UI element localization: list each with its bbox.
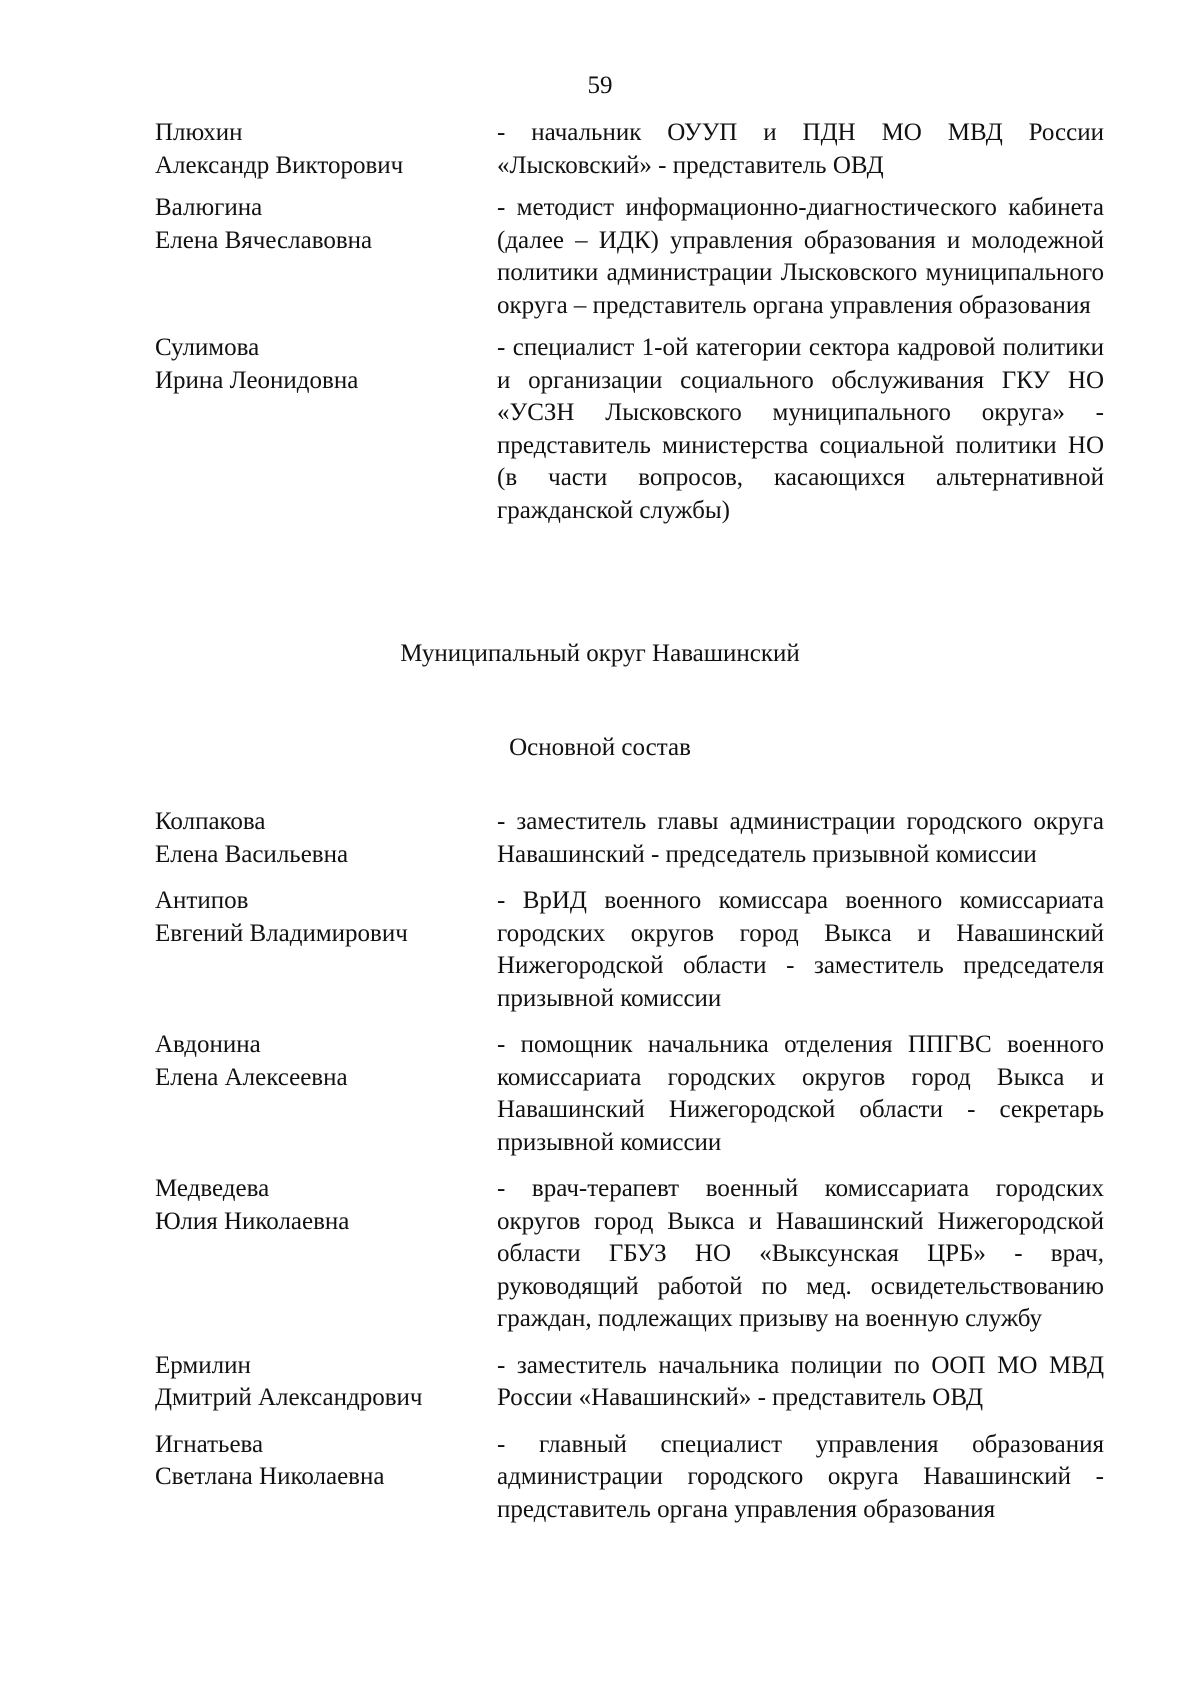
- member-name: [155, 192, 485, 257]
- member-given-names: Александр Викторович: [155, 151, 404, 179]
- member-name: [155, 332, 485, 397]
- page-number: 59: [587, 72, 613, 99]
- member-role: - ВрИД военного комиссара военного комиссариата городских округов город Выкса и Навашинский Нижегородской области - заместитель председателя призывной комиссии: [497, 887, 1104, 1012]
- member-role: - главный специалист управления образования администрации городского округа Навашинский - представитель органа управления образования: [497, 1430, 1104, 1523]
- member-role: - специалист 1-ой категории сектора кадровой политики и организации социального обслуживания ГКУ НО «УСЗН Лысковского муниципального округа» - представитель министерства социальной политики НО (в части вопросов, касающихся альтернативной гражданской службы): [497, 334, 1104, 524]
- member-name: [155, 806, 485, 871]
- member-role: - врач-терапевт военный комиссариата городских округов город Выкса и Навашинский Нижегородской области ГБУЗ НО «Выксунская ЦРБ» - врач, руководящий работой по мед. освидетельствованию граждан, подлежащих призыву на военную службу: [497, 1175, 1104, 1332]
- member-entry: [0, 192, 1200, 322]
- member-role: - помощник начальника отделения ППГВС военного комиссариата городских округов город Выкса и Навашинский Нижегородской области - секретарь призывной комиссии: [497, 1031, 1104, 1156]
- member-given-names: Елена Вячеславовна: [155, 226, 373, 254]
- member-surname: Медведева: [155, 1175, 270, 1202]
- member-name: [155, 117, 485, 182]
- member-given-names: Ирина Леонидовна: [155, 366, 359, 394]
- member-entry: [0, 885, 1200, 1015]
- member-given-names: Елена Алексеевна: [155, 1063, 348, 1091]
- member-name: [155, 1173, 485, 1238]
- member-list-2: [0, 806, 1200, 1526]
- member-given-names: Юлия Николаевна: [155, 1207, 350, 1235]
- member-role: - начальник ОУУП и ПДН МО МВД России «Лысковский» - представитель ОВД: [497, 119, 1104, 179]
- member-surname: Игнатьева: [155, 1430, 264, 1458]
- member-name: [155, 1350, 485, 1415]
- member-surname: Валюгина: [155, 194, 263, 221]
- member-surname: Ермилин: [155, 1351, 251, 1379]
- member-entry: [0, 806, 1200, 871]
- member-list-1: [0, 117, 1200, 527]
- member-entry: [0, 332, 1200, 527]
- member-surname: Колпакова: [155, 808, 266, 835]
- member-name: [155, 1429, 485, 1494]
- member-surname: Авдонина: [155, 1031, 261, 1058]
- member-given-names: Дмитрий Александрович: [155, 1384, 423, 1411]
- member-role: - заместитель начальника полиции по ООП МО МВД России «Навашинский» - представитель ОВД: [497, 1351, 1104, 1411]
- member-entry: [0, 1429, 1200, 1527]
- member-surname: Плюхин: [155, 119, 243, 146]
- member-role: - методист информационно-диагностического кабинета (далее – ИДК) управления образования и молодежной политики администрации Лысковского муниципального округа – представитель органа управления образования: [497, 194, 1104, 319]
- member-entry: [0, 1029, 1200, 1159]
- member-given-names: Елена Васильевна: [155, 840, 349, 868]
- member-given-names: Светлана Николаевна: [155, 1463, 385, 1490]
- member-role: - заместитель главы администрации городского округа Навашинский - председатель призывной комиссии: [497, 808, 1104, 868]
- member-name: [155, 885, 485, 950]
- district-heading: Муниципальный округ Навашинский: [400, 640, 800, 667]
- member-given-names: Евгений Владимирович: [155, 919, 408, 947]
- member-entry: [0, 117, 1200, 182]
- member-surname: Сулимова: [155, 334, 260, 361]
- member-entry: [0, 1173, 1200, 1336]
- member-surname: Антипов: [155, 887, 249, 914]
- composition-heading: Основной состав: [509, 734, 691, 761]
- member-entry: [0, 1350, 1200, 1415]
- member-name: [155, 1029, 485, 1094]
